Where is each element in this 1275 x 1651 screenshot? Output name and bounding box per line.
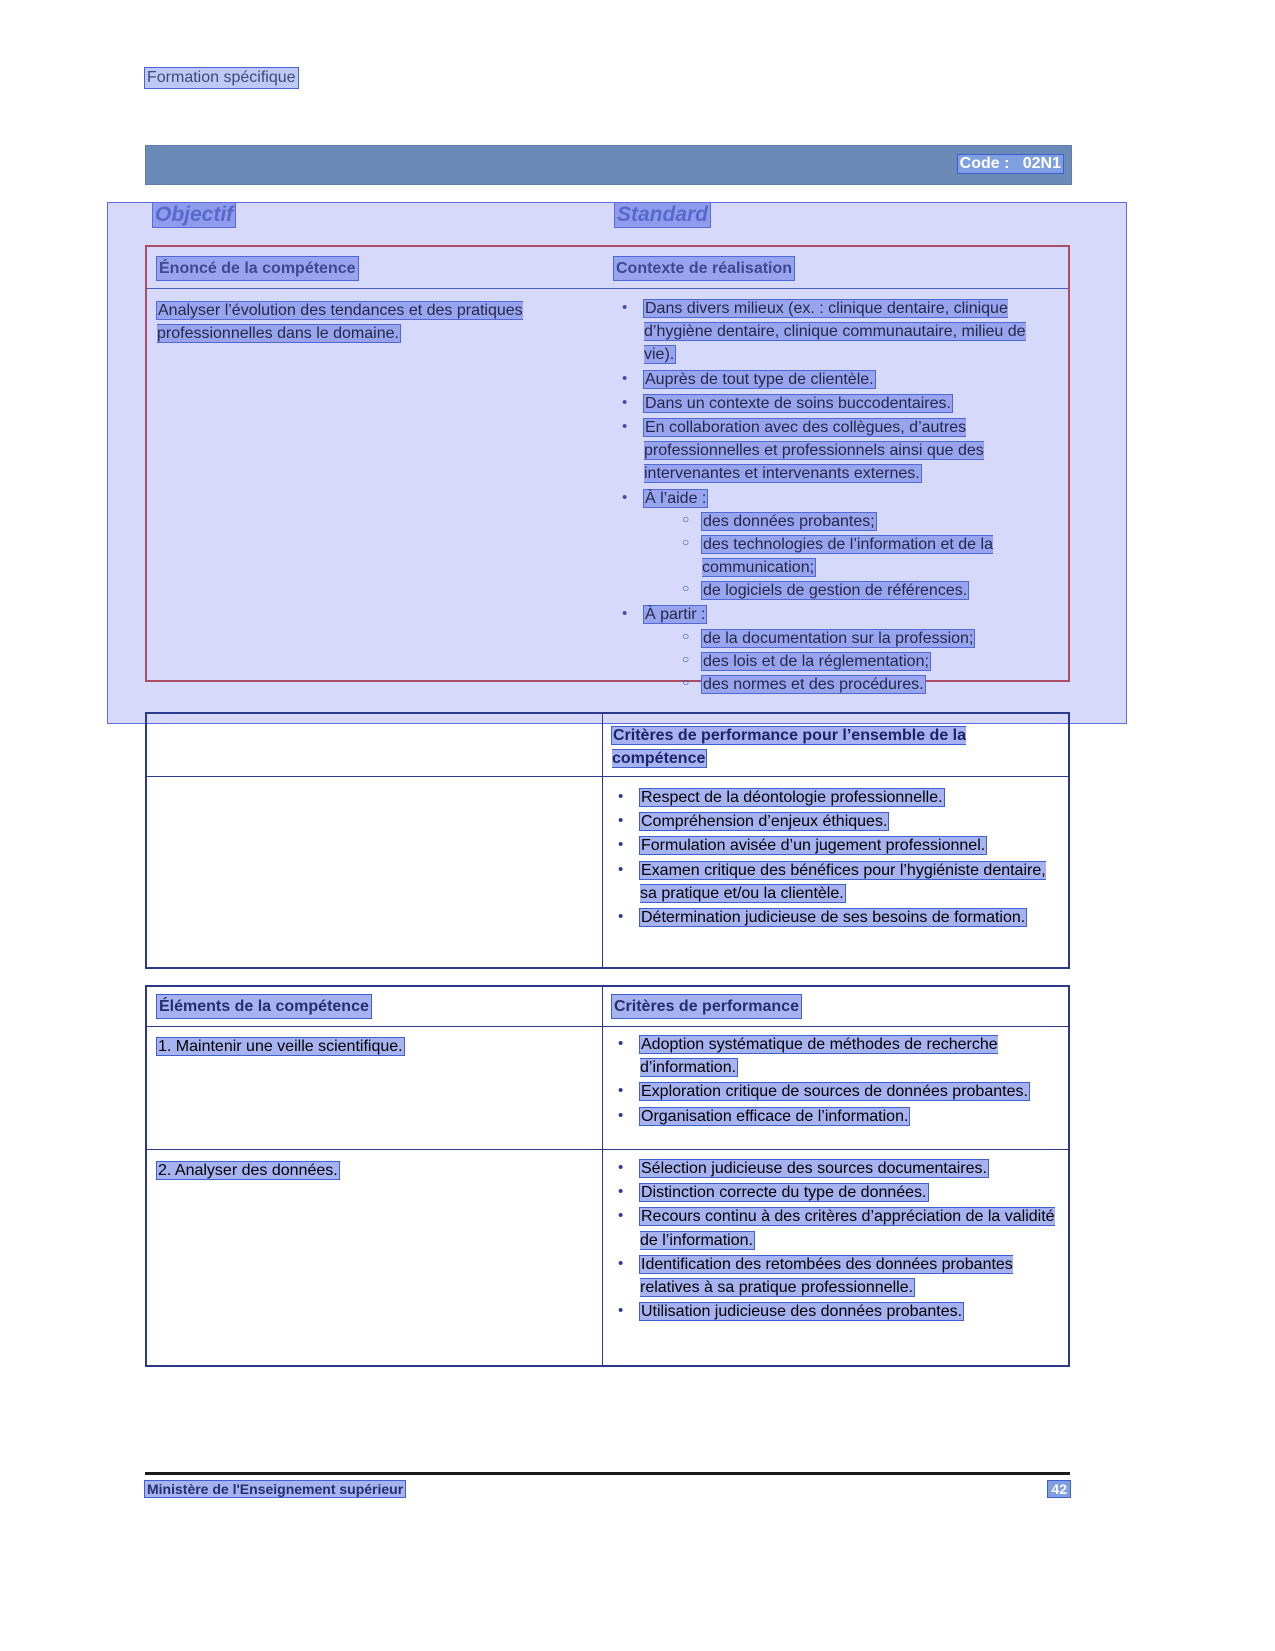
column-divider xyxy=(602,714,603,967)
critere-text: Compréhension d’enjeux éthiques. xyxy=(641,813,888,831)
critere-text: Distinction correcte du type de données. xyxy=(641,1184,927,1202)
critere-text: Examen critique des bénéfices pour l’hygiéniste dentaire, sa pratique et/ou la clientèle. xyxy=(640,861,1046,902)
list-item xyxy=(680,533,1054,579)
list-item xyxy=(610,1157,1060,1180)
table-row xyxy=(157,1035,587,1058)
list-item xyxy=(680,510,1054,533)
objectif-standard-titles xyxy=(145,197,1070,245)
criteres-list xyxy=(610,1033,1060,1128)
column-divider xyxy=(602,987,603,1365)
objectif-title: Objectif xyxy=(155,203,234,226)
contexte-item-text: À partir : xyxy=(645,606,706,624)
footer-ministry: Ministère de l'Enseignement supérieur xyxy=(147,1481,404,1497)
list-item xyxy=(610,1105,1060,1128)
contexte-item-text: À l’aide : xyxy=(645,489,707,507)
list-item xyxy=(610,1033,1060,1079)
list-item xyxy=(614,416,1054,486)
contexte-subitem-text: de la documentation sur la profession; xyxy=(703,629,974,647)
critere-text: Détermination judicieuse de ses besoins de formation. xyxy=(641,908,1026,926)
critere-text: Sélection judicieuse des sources documentaires. xyxy=(641,1160,987,1177)
list-item xyxy=(614,297,1054,367)
criteres-ensemble-body xyxy=(610,786,1060,930)
critere-text: Utilisation judicieuse des données probantes. xyxy=(641,1303,963,1321)
contexte-list xyxy=(614,297,1054,696)
list-item xyxy=(610,786,1060,809)
contexte-label: Contexte de réalisation xyxy=(614,257,794,280)
critere-text: Respect de la déontologie professionnelle. xyxy=(641,789,943,806)
critere-text: Identification des retombées des données probantes relatives à sa pratique professionnelle. xyxy=(640,1255,1013,1296)
criteres-ensemble-table xyxy=(145,712,1070,969)
elements-header: Éléments de la compétence xyxy=(157,995,371,1018)
list-item xyxy=(610,1181,1060,1204)
critere-text: Organisation efficace de l’information. xyxy=(641,1107,909,1125)
table-row xyxy=(157,1159,587,1182)
criteres-ensemble-list xyxy=(610,786,1060,929)
enonce-body xyxy=(157,299,587,345)
criteres-ensemble-header xyxy=(612,724,1052,770)
critere-text: Exploration critique de sources de données probantes. xyxy=(641,1083,1028,1101)
critere-text: Recours continu à des critères d’appréciation de la validité de l’information. xyxy=(640,1208,1055,1249)
row-divider xyxy=(147,1026,1068,1027)
criteres-ensemble-header-text: Critères de performance pour l’ensemble de la compétence xyxy=(612,727,967,768)
list-item xyxy=(610,810,1060,833)
row-divider xyxy=(147,1149,1068,1150)
elements-criteres-table xyxy=(145,985,1070,1367)
list-item xyxy=(680,627,1054,650)
objectif-standard-table xyxy=(145,197,1070,693)
contexte-subitem-text: des données probantes; xyxy=(703,512,875,530)
contexte-subitem-text: de logiciels de gestion de références. xyxy=(703,582,968,600)
standard-title: Standard xyxy=(617,203,709,226)
criteres-header: Critères de performance xyxy=(612,995,801,1018)
row-divider xyxy=(147,288,1068,289)
contexte-sublist xyxy=(644,510,1054,603)
contexte-subitem-text: des lois et de la réglementation; xyxy=(703,652,929,670)
contexte-item-text: Dans divers milieux (ex. : clinique dentaire, clinique d’hygiène dentaire, clinique communautaire, milieu de vie). xyxy=(644,300,1026,364)
list-item xyxy=(614,603,1054,696)
enonce-label: Énoncé de la compétence xyxy=(157,257,358,280)
list-item xyxy=(610,859,1060,905)
contexte-subitem-text: des technologies de l’information et de la communication; xyxy=(702,535,993,577)
list-item xyxy=(614,487,1054,603)
list-item xyxy=(680,650,1054,673)
list-item xyxy=(610,1205,1060,1251)
list-item xyxy=(610,834,1060,857)
competency-code: Code : 02N1 xyxy=(959,155,1061,172)
element-text: 1. Maintenir une veille scientifique. xyxy=(158,1038,403,1055)
enonce-text: Analyser l’évolution des tendances et des pratiques professionnelles dans le domaine. xyxy=(157,302,523,343)
contexte-sublist xyxy=(644,627,1054,697)
list-item xyxy=(610,1253,1060,1299)
table-row xyxy=(610,1033,1060,1129)
objectif-standard-box xyxy=(145,245,1070,693)
list-item xyxy=(610,906,1060,929)
contexte-item-text: Auprès de tout type de clientèle. xyxy=(645,370,874,388)
list-item xyxy=(680,673,1054,696)
row-divider xyxy=(147,776,1068,777)
list-item xyxy=(610,1080,1060,1103)
element-text: 2. Analyser des données. xyxy=(158,1162,338,1179)
code-bar xyxy=(145,145,1072,185)
list-item xyxy=(614,392,1054,415)
critere-text: Formulation avisée d’un jugement professionnel. xyxy=(641,837,986,855)
contexte-item-text: Dans un contexte de soins buccodentaires. xyxy=(645,394,951,412)
contexte-body xyxy=(614,297,1054,697)
contexte-item-text: En collaboration avec des collègues, d’autres professionnelles et professionnels ainsi que des intervenantes et intervenants externes. xyxy=(644,418,984,483)
contexte-subitem-text: des normes et des procédures. xyxy=(703,676,924,693)
critere-text: Adoption systématique de méthodes de recherche d’information. xyxy=(640,1036,998,1077)
table-row xyxy=(610,1157,1060,1324)
page-number: 42 xyxy=(1048,1481,1070,1497)
footer-divider xyxy=(145,1472,1070,1475)
list-item xyxy=(614,368,1054,391)
list-item xyxy=(680,579,1054,602)
list-item xyxy=(610,1300,1060,1323)
criteres-list xyxy=(610,1157,1060,1323)
running-header: Formation spécifique xyxy=(147,69,296,86)
